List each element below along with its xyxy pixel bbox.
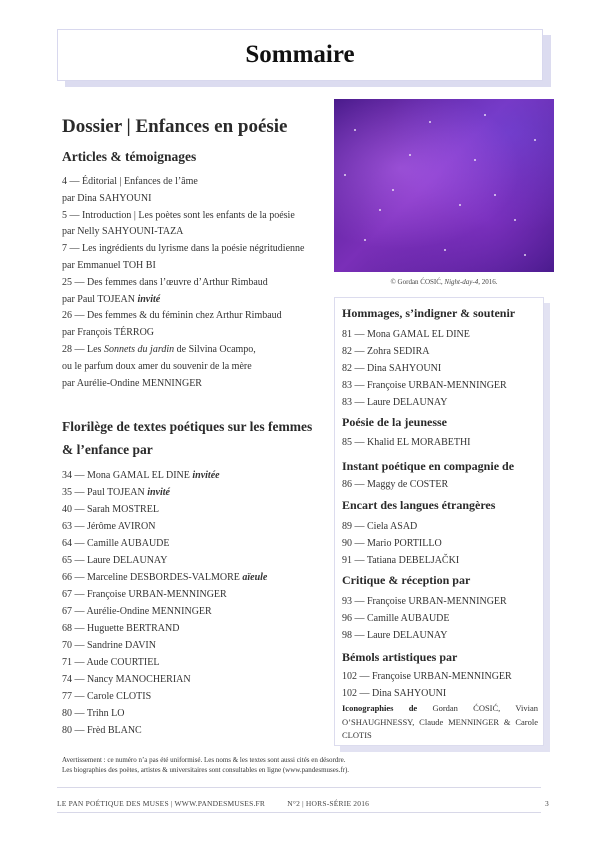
list-item: 86 — Maggy de COSTER (342, 479, 449, 490)
list-item (62, 467, 267, 484)
entry-tag: aïeule (242, 572, 268, 583)
list-item (62, 484, 267, 501)
footer-publication: LE PAN POÉTIQUE DES MUSES | WWW.PANDESMUSES.FR (57, 799, 266, 808)
articles-heading: Articles & témoignages (62, 149, 197, 164)
notice-line-1: Avertissement : ce numéro n’a pas été uniformisé. Les noms & les textes sont aussi cités en désordre. (62, 756, 346, 764)
entry-text: 74 — Nancy MANOCHERIAN (62, 674, 191, 685)
florilege-list (62, 467, 267, 739)
list-item: 5 — Introduction | Les poètes sont les enfants de la poésie (62, 209, 295, 221)
list-item: 25 — Des femmes dans l’œuvre d’Arthur Rimbaud (62, 276, 268, 288)
list-item: 83 — Françoise URBAN-MENNINGER (342, 380, 507, 391)
footer-divider-bottom (57, 812, 541, 813)
list-item (62, 688, 267, 705)
bemols-heading: Bémols artistiques par (342, 650, 458, 664)
footer-issue: N°2 | HORS-SÉRIE 2016 (287, 799, 370, 808)
entry-text: 80 — Trihn LO (62, 708, 125, 719)
list-item: 81 — Mona GAMAL EL DINE (342, 329, 470, 340)
list-item: 90 — Mario PORTILLO (342, 538, 442, 549)
hommages-heading: Hommages, s’indigner & soutenir (342, 306, 516, 320)
invite-tag: invité (137, 293, 161, 305)
instant-list (342, 476, 448, 493)
entry-tag: invité (147, 487, 170, 498)
list-item: par Nelly SAHYOUNI-TAZA (62, 226, 184, 238)
list-item: 85 — Khalid EL MORABETHI (342, 437, 471, 448)
list-item: 91 — Tatiana DEBELJAČKI (342, 555, 460, 566)
list-item: 7 — Les ingrédients du lyrisme dans la poésie négritudienne (62, 243, 305, 255)
list-item (62, 535, 267, 552)
list-item: 102 — Françoise URBAN-MENNINGER (342, 671, 512, 682)
entry-text: 34 — Mona GAMAL EL DINE (62, 470, 190, 481)
list-item (62, 722, 267, 739)
instant-heading: Instant poétique en compagnie de (342, 459, 515, 473)
entry-text: 80 — Frèd BLANC (62, 725, 142, 736)
entry-text: 65 — Laure DELAUNAY (62, 555, 168, 566)
florilege-heading-line2: & l’enfance par (62, 442, 153, 457)
list-item: par Emmanuel TOH BI (62, 259, 156, 271)
entry-text: 67 — Françoise URBAN-MENNINGER (62, 589, 227, 600)
hommages-list (342, 326, 507, 411)
list-item: par François TÉRROG (62, 327, 155, 339)
iconographies-label: Iconographies de (342, 703, 418, 713)
list-item: 82 — Dina SAHYOUNI (342, 363, 442, 374)
encart-heading: Encart des langues étrangères (342, 498, 496, 512)
list-item (62, 603, 267, 620)
entry-text: 40 — Sarah MOSTREL (62, 504, 159, 515)
iconographies-credit (342, 702, 538, 743)
list-item (62, 569, 267, 586)
list-item: 98 — Laure DELAUNAY (342, 630, 448, 641)
list-item: 83 — Laure DELAUNAY (342, 397, 448, 408)
critique-list (342, 593, 507, 644)
list-item (62, 654, 267, 671)
list-item (62, 671, 267, 688)
footer (57, 799, 549, 808)
list-item (62, 552, 267, 569)
list-item (62, 518, 267, 535)
title-box (57, 29, 543, 81)
notice-line-2: Les biographies des poètes, artistes & universitaires sont consultables en ligne (www.pandesmuses.fr). (62, 766, 350, 774)
entry-text: 64 — Camille AUBAUDE (62, 538, 170, 549)
encart-list (342, 518, 459, 569)
footer-divider-top (57, 787, 541, 788)
page-title: Sommaire (245, 41, 355, 68)
critique-heading: Critique & réception par (342, 573, 471, 587)
list-item: 28 — Les Sonnets du jardin de Silvina Ocampo, (62, 343, 256, 355)
list-item: 96 — Camille AUBAUDE (342, 613, 450, 624)
list-item (62, 705, 267, 722)
list-item: 102 — Dina SAHYOUNI (342, 688, 447, 699)
list-item (62, 501, 267, 518)
entry-text: 66 — Marceline DESBORDES-VALMORE (62, 572, 240, 583)
jeunesse-list (342, 434, 471, 451)
entry-text: 71 — Aude COURTIEL (62, 657, 160, 668)
list-item: ou le parfum doux amer du souvenir de la mère (62, 360, 252, 372)
notice (62, 755, 349, 775)
list-item (62, 292, 304, 309)
list-item: par Dina SAHYOUNI (62, 192, 152, 204)
entry-text: 68 — Huguette BERTRAND (62, 623, 180, 634)
entry-tag: invitée (192, 470, 220, 481)
entry-text: 77 — Carole CLOTIS (62, 691, 152, 702)
page-number: 3 (545, 799, 549, 808)
image-caption: © Gordan ĆOSIĆ, Night-day-4, 2016. (390, 278, 498, 286)
list-item: 26 — Des femmes & du féminin chez Arthur Rimbaud (62, 310, 282, 322)
entry-text: 70 — Sandrine DAVIN (62, 640, 156, 651)
bemols-list (342, 668, 512, 702)
iconographies-names: Gordan ĆOSIĆ, Vivian O’SHAUGHNESSY, Claude MENNINGER & Carole CLOTIS (342, 703, 539, 740)
author: par Paul TOJEAN (62, 293, 135, 305)
entry-text: 63 — Jérôme AVIRON (62, 521, 156, 532)
list-item: 89 — Ciela ASAD (342, 521, 418, 532)
list-item (62, 637, 267, 654)
articles-list (62, 174, 304, 392)
list-item (62, 620, 267, 637)
list-item: 82 — Zohra SEDIRA (342, 346, 430, 357)
jeunesse-heading: Poésie de la jeunesse (342, 415, 447, 429)
list-item: par Aurélie-Ondine MENNINGER (62, 377, 202, 389)
list-item: 93 — Françoise URBAN-MENNINGER (342, 596, 507, 607)
cover-image (334, 99, 554, 272)
entry-text: 67 — Aurélie-Ondine MENNINGER (62, 606, 212, 617)
dossier-title: Dossier | Enfances en poésie (62, 116, 288, 137)
entry-text: 35 — Paul TOJEAN (62, 487, 145, 498)
florilege-heading-line1: Florilège de textes poétiques sur les femmes (62, 419, 313, 434)
list-item (62, 586, 267, 603)
list-item: 4 — Éditorial | Enfances de l’âme (62, 176, 198, 187)
